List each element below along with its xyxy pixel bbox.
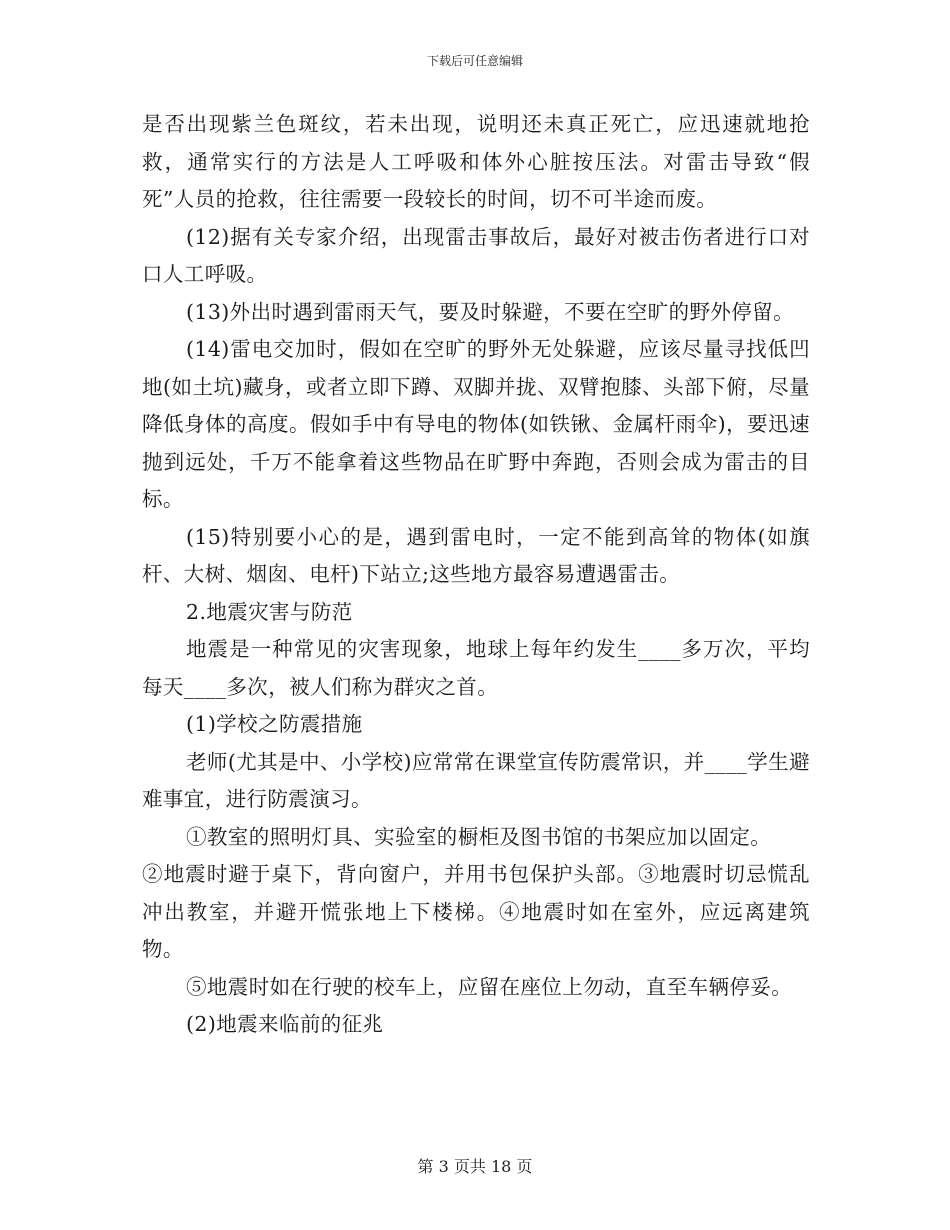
subheading-earthquake-signs: (2)地震来临前的征兆: [186, 1012, 384, 1036]
paragraph-item-13: (13)外出时遇到雷雨天气，要及时躲避，不要在空旷的野外停留。: [186, 299, 794, 324]
section-heading-earthquake: 2.地震灾害与防范: [186, 599, 353, 624]
document-body: [142, 106, 810, 1044]
paragraph-item-12: (12)据有关专家介绍，出现雷击事故后，最好对被击伤者进行口对口人工呼吸。: [142, 224, 810, 286]
paragraph-earthquake-intro: 地震是一种常见的灾害现象，地球上每年约发生____多万次，平均每天____多次，被人们称为群灾之首。: [142, 637, 810, 699]
page-footer: 第 3 页共 18 页: [417, 1157, 533, 1176]
list-item-1: ①教室的照明灯具、实验室的橱柜及图书馆的书架应加以固定。: [186, 824, 772, 849]
paragraph-item-15: (15)特别要小心的是，遇到雷电时，一定不能到高耸的物体(如旗杆、大树、烟囱、电杆)下站立;这些地方最容易遭遇雷击。: [142, 524, 810, 586]
paragraph-item-14: (14)雷电交加时，假如在空旷的野外无处躲避，应该尽量寻找低凹地(如土坑)藏身，或者立即下蹲、双脚并拢、双臂抱膝、头部下俯，尽量降低身体的高度。假如手中有导电的物体(如铁锹、金属杆雨伞)，要迅速抛到远处，千万不能拿着这些物品在旷野中奔跑，否则会成为雷击的目标。: [142, 337, 810, 511]
list-items-2-4: ②地震时避于桌下，背向窗户，并用书包保护头部。③地震时切忌慌乱冲出教室，并避开慌张地上下楼梯。④地震时如在室外，应远离建筑物。: [142, 862, 810, 961]
list-item-5: ⑤地震时如在行驶的校车上，应留在座位上勿动，直至车辆停妥。: [186, 974, 793, 999]
subheading-school-measures: (1)学校之防震措施: [186, 712, 363, 736]
paragraph-continuation: 是否出现紫兰色斑纹，若未出现，说明还未真正死亡，应迅速就地抢救，通常实行的方法是人工呼吸和体外心脏按压法。对雷击导致“假死”人员的抢救，往往需要一段较长的时间，切不可半途而废。: [142, 112, 810, 211]
page-header: 下载后可任意编辑: [426, 54, 523, 68]
paragraph-teacher-duty: 老师(尤其是中、小学校)应常常在课堂宣传防震常识，并____学生避难事宜，进行防震演习。: [142, 749, 810, 811]
